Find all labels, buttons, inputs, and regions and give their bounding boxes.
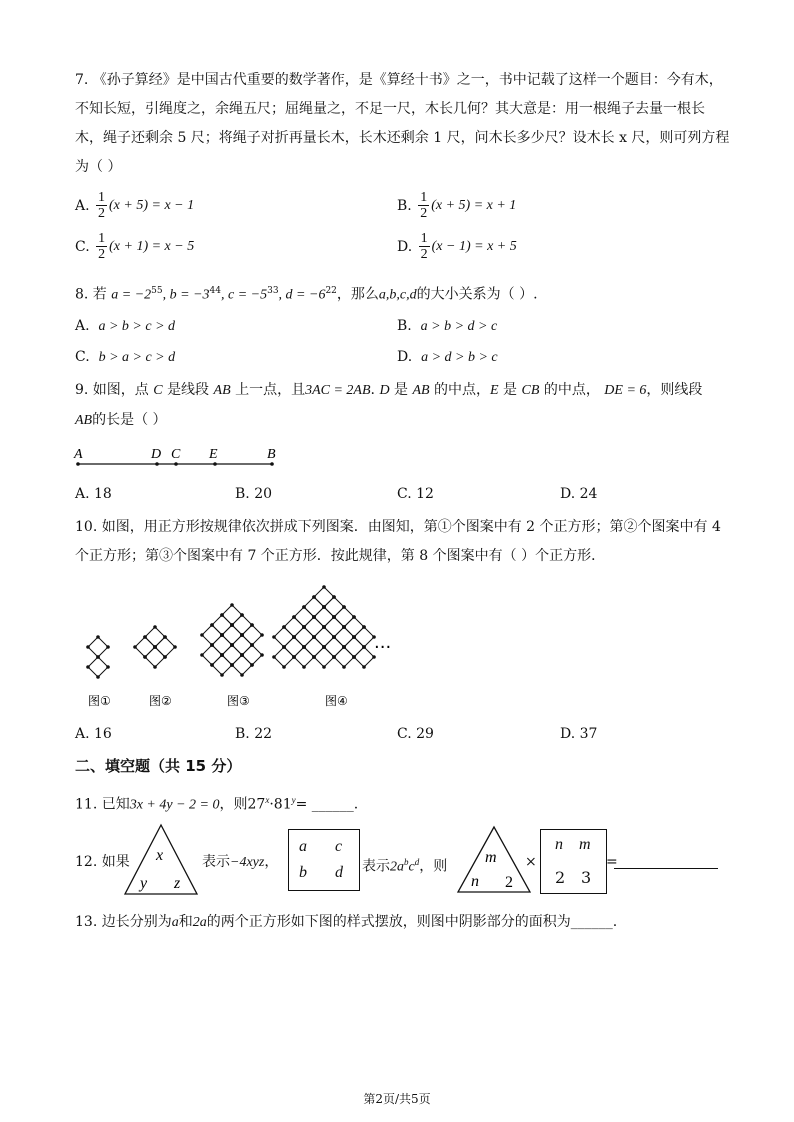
pattern-vertex — [230, 643, 234, 647]
pattern-vertex — [332, 595, 336, 599]
pattern4-square — [324, 617, 344, 637]
pattern-vertex — [342, 605, 346, 609]
pattern-vertex — [362, 645, 366, 649]
point-c — [174, 462, 178, 466]
pattern4-square — [354, 647, 374, 667]
pattern3-square — [212, 655, 232, 675]
tri-br: z — [174, 875, 181, 892]
q9-text: 是 — [503, 382, 518, 398]
option-label: C. — [75, 349, 90, 365]
q9-line1 — [75, 380, 702, 401]
q12-rep2 — [362, 852, 447, 878]
q8-d: , d = −6 — [278, 287, 326, 303]
pattern-vertex — [352, 655, 356, 659]
frac-den: 2 — [420, 206, 428, 221]
pattern-vertex — [240, 613, 244, 617]
q13-text: 13. 边长分别为 — [75, 914, 172, 930]
pattern-vertex — [282, 645, 286, 649]
point-a — [76, 462, 80, 466]
q12-answer-blank[interactable] — [614, 868, 718, 869]
q7-line4: 为（ ） — [75, 159, 122, 175]
q10-line1: 10. 如图，用正方形按规律依次拼成下列图案．由图知，第①个图案中有 2 个正方形；第②个图案中有 4 — [75, 519, 721, 535]
pattern3-square — [232, 655, 252, 675]
option-label: C. — [75, 238, 90, 255]
pattern-vertex — [163, 635, 167, 639]
pattern-vertex — [322, 585, 326, 589]
option-label: B. — [397, 318, 412, 334]
pattern3-square — [202, 645, 222, 665]
pattern4-square — [304, 597, 324, 617]
pattern-vertex — [260, 653, 264, 657]
q13-text: 和 — [178, 914, 193, 930]
q9-text: 是线段 — [167, 382, 210, 398]
option-expr: (x + 1) = x − 5 — [109, 238, 195, 254]
pattern4-square — [324, 637, 344, 657]
q9-relation: 3AC = 2AB — [305, 383, 371, 398]
box-tl: a — [299, 838, 307, 855]
q7-option-a — [75, 190, 194, 221]
frac-den: 2 — [98, 247, 106, 262]
q9-text: 的中点， — [543, 382, 600, 398]
pattern3-square — [232, 635, 252, 655]
pattern-vertex — [312, 635, 316, 639]
pattern-vertex — [272, 655, 276, 659]
q12-times: × — [525, 854, 537, 870]
triangle-mn2 — [455, 824, 533, 896]
q12-sep: ， — [264, 854, 279, 870]
box-tl: n — [555, 836, 563, 853]
pattern-vertex — [312, 615, 316, 619]
pattern1-square — [88, 657, 108, 677]
q9-text: 是 — [394, 382, 409, 398]
pattern3-square — [222, 645, 242, 665]
point-d — [155, 462, 159, 466]
q9-line2 — [75, 410, 167, 431]
q8-c: , c = −5 — [220, 287, 268, 303]
pattern-vertex — [332, 655, 336, 659]
pattern3-square — [222, 605, 242, 625]
q9-text: 上一点，且 — [235, 382, 306, 398]
fig-label-2: 图② — [149, 694, 172, 708]
pattern-vertex — [220, 653, 224, 657]
q9-text: 的长是（ ） — [92, 412, 167, 428]
pattern-vertex — [292, 615, 296, 619]
q9-text: . — [370, 382, 375, 398]
frac-num: 1 — [98, 231, 106, 246]
box-br: d — [335, 864, 343, 881]
pattern-vertex — [143, 635, 147, 639]
pattern-vertex — [96, 655, 100, 659]
q12-val2: 2a — [390, 859, 404, 875]
q8-d-exp: 22 — [325, 286, 337, 296]
tri-br: 2 — [505, 874, 513, 891]
pattern1-square — [88, 637, 108, 657]
q7-line2: 不知长短，引绳度之，余绳五尺；屈绳量之，不足一尺，木长几何？其大意是：用一根绳子去量一根长 — [75, 101, 705, 117]
box-tr: m — [579, 836, 591, 853]
pattern-vertex — [86, 665, 90, 669]
pattern4-square — [314, 647, 334, 667]
pattern-vertex — [163, 655, 167, 659]
frac-den: 2 — [420, 247, 428, 262]
option-expr: a > b > d > c — [420, 319, 498, 334]
pattern4-square — [304, 637, 324, 657]
pattern-vertex — [352, 615, 356, 619]
pattern-vertex — [230, 603, 234, 607]
fig-label-4: 图④ — [325, 694, 348, 708]
option-expr: b > a > c > d — [98, 350, 176, 365]
option-label: D. — [397, 238, 413, 255]
option-label: A. — [75, 318, 90, 334]
pattern-vertex — [322, 665, 326, 669]
q12-val2-d: d — [414, 857, 420, 867]
pattern3-square — [242, 625, 262, 645]
pattern4-square — [304, 617, 324, 637]
tri-bl: y — [140, 875, 148, 892]
q11-equation: 3x + 4y − 2 = 0 — [129, 797, 220, 813]
frac-num: 1 — [420, 190, 428, 205]
pattern4-square — [294, 647, 314, 667]
page-footer: 第2页/共5页 — [363, 1092, 431, 1106]
q8-a: a = −2 — [111, 287, 152, 303]
pattern-vertex — [352, 635, 356, 639]
box-abcd — [288, 829, 360, 891]
pattern-vertex — [362, 665, 366, 669]
q8-b-exp: 44 — [209, 286, 221, 296]
q8-a-exp: 55 — [151, 286, 163, 296]
q8-vars: a,b,c,d — [378, 287, 417, 303]
q10-option-a: A. 16 — [75, 726, 112, 742]
pattern4-square — [274, 627, 294, 647]
pattern-vertex — [230, 623, 234, 627]
q9-option-d: D. 24 — [560, 486, 598, 502]
pattern4-square — [344, 617, 364, 637]
q12-rep1 — [202, 852, 278, 873]
q9-var-ab: AB — [412, 383, 430, 398]
pattern-vertex — [342, 665, 346, 669]
option-expr: a > d > b > c — [421, 350, 498, 365]
pattern4-square — [284, 637, 304, 657]
option-expr: (x − 1) = x + 5 — [431, 238, 517, 254]
q9-var-cb: CB — [521, 383, 540, 398]
pattern-vertex — [200, 633, 204, 637]
q9-var-e: E — [490, 383, 499, 398]
pattern-vertex — [302, 645, 306, 649]
pattern4-square — [294, 607, 314, 627]
box-tr: c — [335, 838, 343, 855]
pattern-vertex — [332, 635, 336, 639]
point-e — [213, 462, 217, 466]
segment-figure — [70, 440, 290, 470]
q13-stem — [75, 912, 617, 933]
pattern-vertex — [86, 645, 90, 649]
label-b: B — [267, 447, 276, 462]
pattern-vertex — [342, 625, 346, 629]
pattern4-square — [344, 637, 364, 657]
tri-top: m — [485, 849, 497, 866]
pattern-vertex — [210, 623, 214, 627]
q11-base2: 81 — [273, 796, 292, 813]
q12-val1: −4xyz — [230, 855, 265, 870]
pattern2-square — [145, 647, 165, 667]
option-label: A. — [75, 197, 90, 214]
q8-option-b — [397, 316, 497, 337]
pattern-vertex — [96, 635, 100, 639]
pattern4-square — [314, 627, 334, 647]
q12-rep1-text: 表示 — [202, 854, 230, 870]
q10-option-c: C. 29 — [397, 726, 434, 742]
q12-rep2-text: 表示 — [362, 858, 390, 875]
fig-label-1: 图① — [88, 694, 111, 708]
pattern-vertex — [133, 645, 137, 649]
q11-dot: · — [269, 796, 274, 813]
pattern-group — [86, 585, 376, 679]
pattern-vertex — [322, 645, 326, 649]
frac-num: 1 — [420, 231, 428, 246]
q9-var-ab: AB — [75, 413, 93, 428]
q7-option-b — [397, 190, 516, 221]
pattern3-square — [212, 635, 232, 655]
pattern-vertex — [292, 635, 296, 639]
q8-prefix: 8. 若 — [75, 286, 107, 303]
pattern3-square — [222, 625, 242, 645]
q12-then: ，则 — [419, 858, 448, 875]
pattern-vertex — [96, 675, 100, 679]
box-bl: b — [299, 864, 307, 881]
q8-stem — [75, 281, 538, 306]
label-a: A — [74, 447, 83, 462]
frac-num: 1 — [98, 190, 106, 205]
box-bl: 2 — [555, 868, 566, 887]
pattern4-square — [274, 647, 294, 667]
pattern-vertex — [230, 663, 234, 667]
q13-text: 的两个正方形如下图的样式摆放，则图中阴影部分的面积为______. — [206, 914, 618, 930]
q10-line2: 个正方形；第③个图案中有 7 个正方形．按此规律，第 8 个图案中有（ ）个正方形． — [75, 548, 606, 564]
pattern4-square — [294, 627, 314, 647]
q8-option-c — [75, 347, 175, 368]
q12-prefix: 12. 如果 — [75, 854, 130, 870]
pattern-vertex — [282, 625, 286, 629]
q11-mid: ，则 — [219, 796, 248, 813]
q8-tail: 的大小关系为（ ）. — [416, 286, 538, 303]
pattern4-square — [334, 627, 354, 647]
q7-option-c — [75, 231, 194, 262]
pattern-vertex — [302, 665, 306, 669]
fig-label-3: 图③ — [227, 694, 250, 708]
q9-text: 的中点， — [434, 382, 491, 398]
pattern-vertex — [302, 605, 306, 609]
square-pattern-figure — [70, 585, 410, 715]
pattern4-square — [334, 607, 354, 627]
pattern4-square — [324, 597, 344, 617]
option-expr: a > b > c > d — [98, 319, 176, 334]
q7-option-d — [397, 231, 517, 262]
pattern-vertex — [292, 655, 296, 659]
pattern-vertex — [220, 633, 224, 637]
pattern-vertex — [210, 663, 214, 667]
label-e: E — [209, 447, 218, 462]
pattern3-square — [242, 645, 262, 665]
pattern-vertex — [240, 653, 244, 657]
q10-option-d: D. 37 — [560, 726, 598, 742]
q9-var-c: C — [153, 383, 163, 398]
q8-option-a — [75, 316, 175, 337]
pattern-vertex — [302, 625, 306, 629]
pattern-vertex — [220, 673, 224, 677]
pattern-vertex — [282, 665, 286, 669]
pattern-vertex — [173, 645, 177, 649]
pattern2-square — [135, 637, 155, 657]
pattern-vertex — [153, 625, 157, 629]
q8-suffix: ，那么 — [336, 286, 379, 303]
pattern4-square — [284, 617, 304, 637]
q7-line1: 7. 《孙子算经》是中国古代重要的数学著作，是《算经十书》之一，书中记载了这样一个题目：今有木， — [75, 72, 723, 88]
label-c: C — [171, 447, 181, 462]
pattern3-square — [202, 625, 222, 645]
pattern-vertex — [240, 673, 244, 677]
option-expr: (x + 5) = x − 1 — [109, 197, 195, 213]
q11-exp2: y — [291, 795, 296, 805]
pattern3-square — [212, 615, 232, 635]
pattern3-square — [232, 615, 252, 635]
pattern-vertex — [260, 633, 264, 637]
box-br: 3 — [581, 868, 592, 887]
q11-exp1: x — [265, 795, 270, 805]
q9-text: 9. 如图，点 — [75, 382, 149, 398]
pattern-vertex — [106, 645, 110, 649]
q9-text: ，则线段 — [646, 382, 703, 398]
pattern-vertex — [342, 645, 346, 649]
q8-c-exp: 33 — [267, 286, 279, 296]
pattern-vertex — [272, 635, 276, 639]
pattern-vertex — [153, 665, 157, 669]
q13-var-2a: 2a — [192, 915, 207, 930]
q12-equals: = — [606, 854, 618, 870]
point-b — [270, 462, 274, 466]
q13-var-a: a — [171, 915, 179, 930]
pattern-vertex — [312, 595, 316, 599]
pattern-vertex — [312, 655, 316, 659]
pattern-ellipsis: ··· — [374, 637, 392, 658]
pattern-vertex — [322, 625, 326, 629]
label-d: D — [151, 447, 162, 462]
option-label: B. — [397, 197, 412, 214]
option-expr: (x + 5) = x + 1 — [431, 197, 517, 213]
pattern-vertex — [143, 655, 147, 659]
section-title: 二、填空题（共 15 分） — [75, 757, 242, 775]
triangle-xyz — [122, 822, 200, 898]
q11-base1: 27 — [247, 796, 266, 813]
pattern-vertex — [220, 613, 224, 617]
box-nm23 — [540, 829, 607, 894]
pattern4-square — [314, 607, 334, 627]
pattern4-square — [354, 627, 374, 647]
option-label: D. — [397, 349, 413, 365]
q9-option-c: C. 12 — [397, 486, 434, 502]
q11-tail: = ______. — [295, 796, 359, 813]
pattern-vertex — [322, 605, 326, 609]
pattern-vertex — [200, 653, 204, 657]
pattern-vertex — [362, 625, 366, 629]
pattern-vertex — [250, 643, 254, 647]
pattern2-square — [155, 637, 175, 657]
pattern-vertex — [153, 645, 157, 649]
q8-option-d — [397, 347, 498, 368]
pattern4-square — [334, 647, 354, 667]
q9-var-ab: AB — [213, 383, 231, 398]
q9-option-a: A. 18 — [75, 486, 112, 502]
q12-val2-b: b — [404, 857, 409, 867]
pattern-vertex — [240, 633, 244, 637]
q12-val2-c: c — [408, 859, 415, 875]
q11-stem — [75, 790, 358, 816]
q9-var-de: DE = 6 — [604, 383, 647, 398]
pattern4-square — [314, 587, 334, 607]
tri-top: x — [156, 847, 164, 864]
pattern-vertex — [250, 623, 254, 627]
frac-den: 2 — [98, 206, 106, 221]
pattern2-square — [145, 627, 165, 647]
q8-b: , b = −3 — [162, 287, 210, 303]
q7-line3: 木，绳子还剩余 5 尺；将绳子对折再量长木，长木还剩余 1 尺，问木长多少尺？设木长 x 尺，则可列方程 — [75, 130, 730, 146]
q9-option-b: B. 20 — [235, 486, 273, 502]
pattern-vertex — [210, 643, 214, 647]
q11-prefix: 11. 已知 — [75, 796, 130, 813]
tri-bl: n — [471, 873, 479, 890]
q9-var-d: D — [379, 383, 390, 398]
q10-option-b: B. 22 — [235, 726, 273, 742]
pattern-vertex — [332, 615, 336, 619]
pattern-vertex — [106, 665, 110, 669]
pattern-vertex — [250, 663, 254, 667]
